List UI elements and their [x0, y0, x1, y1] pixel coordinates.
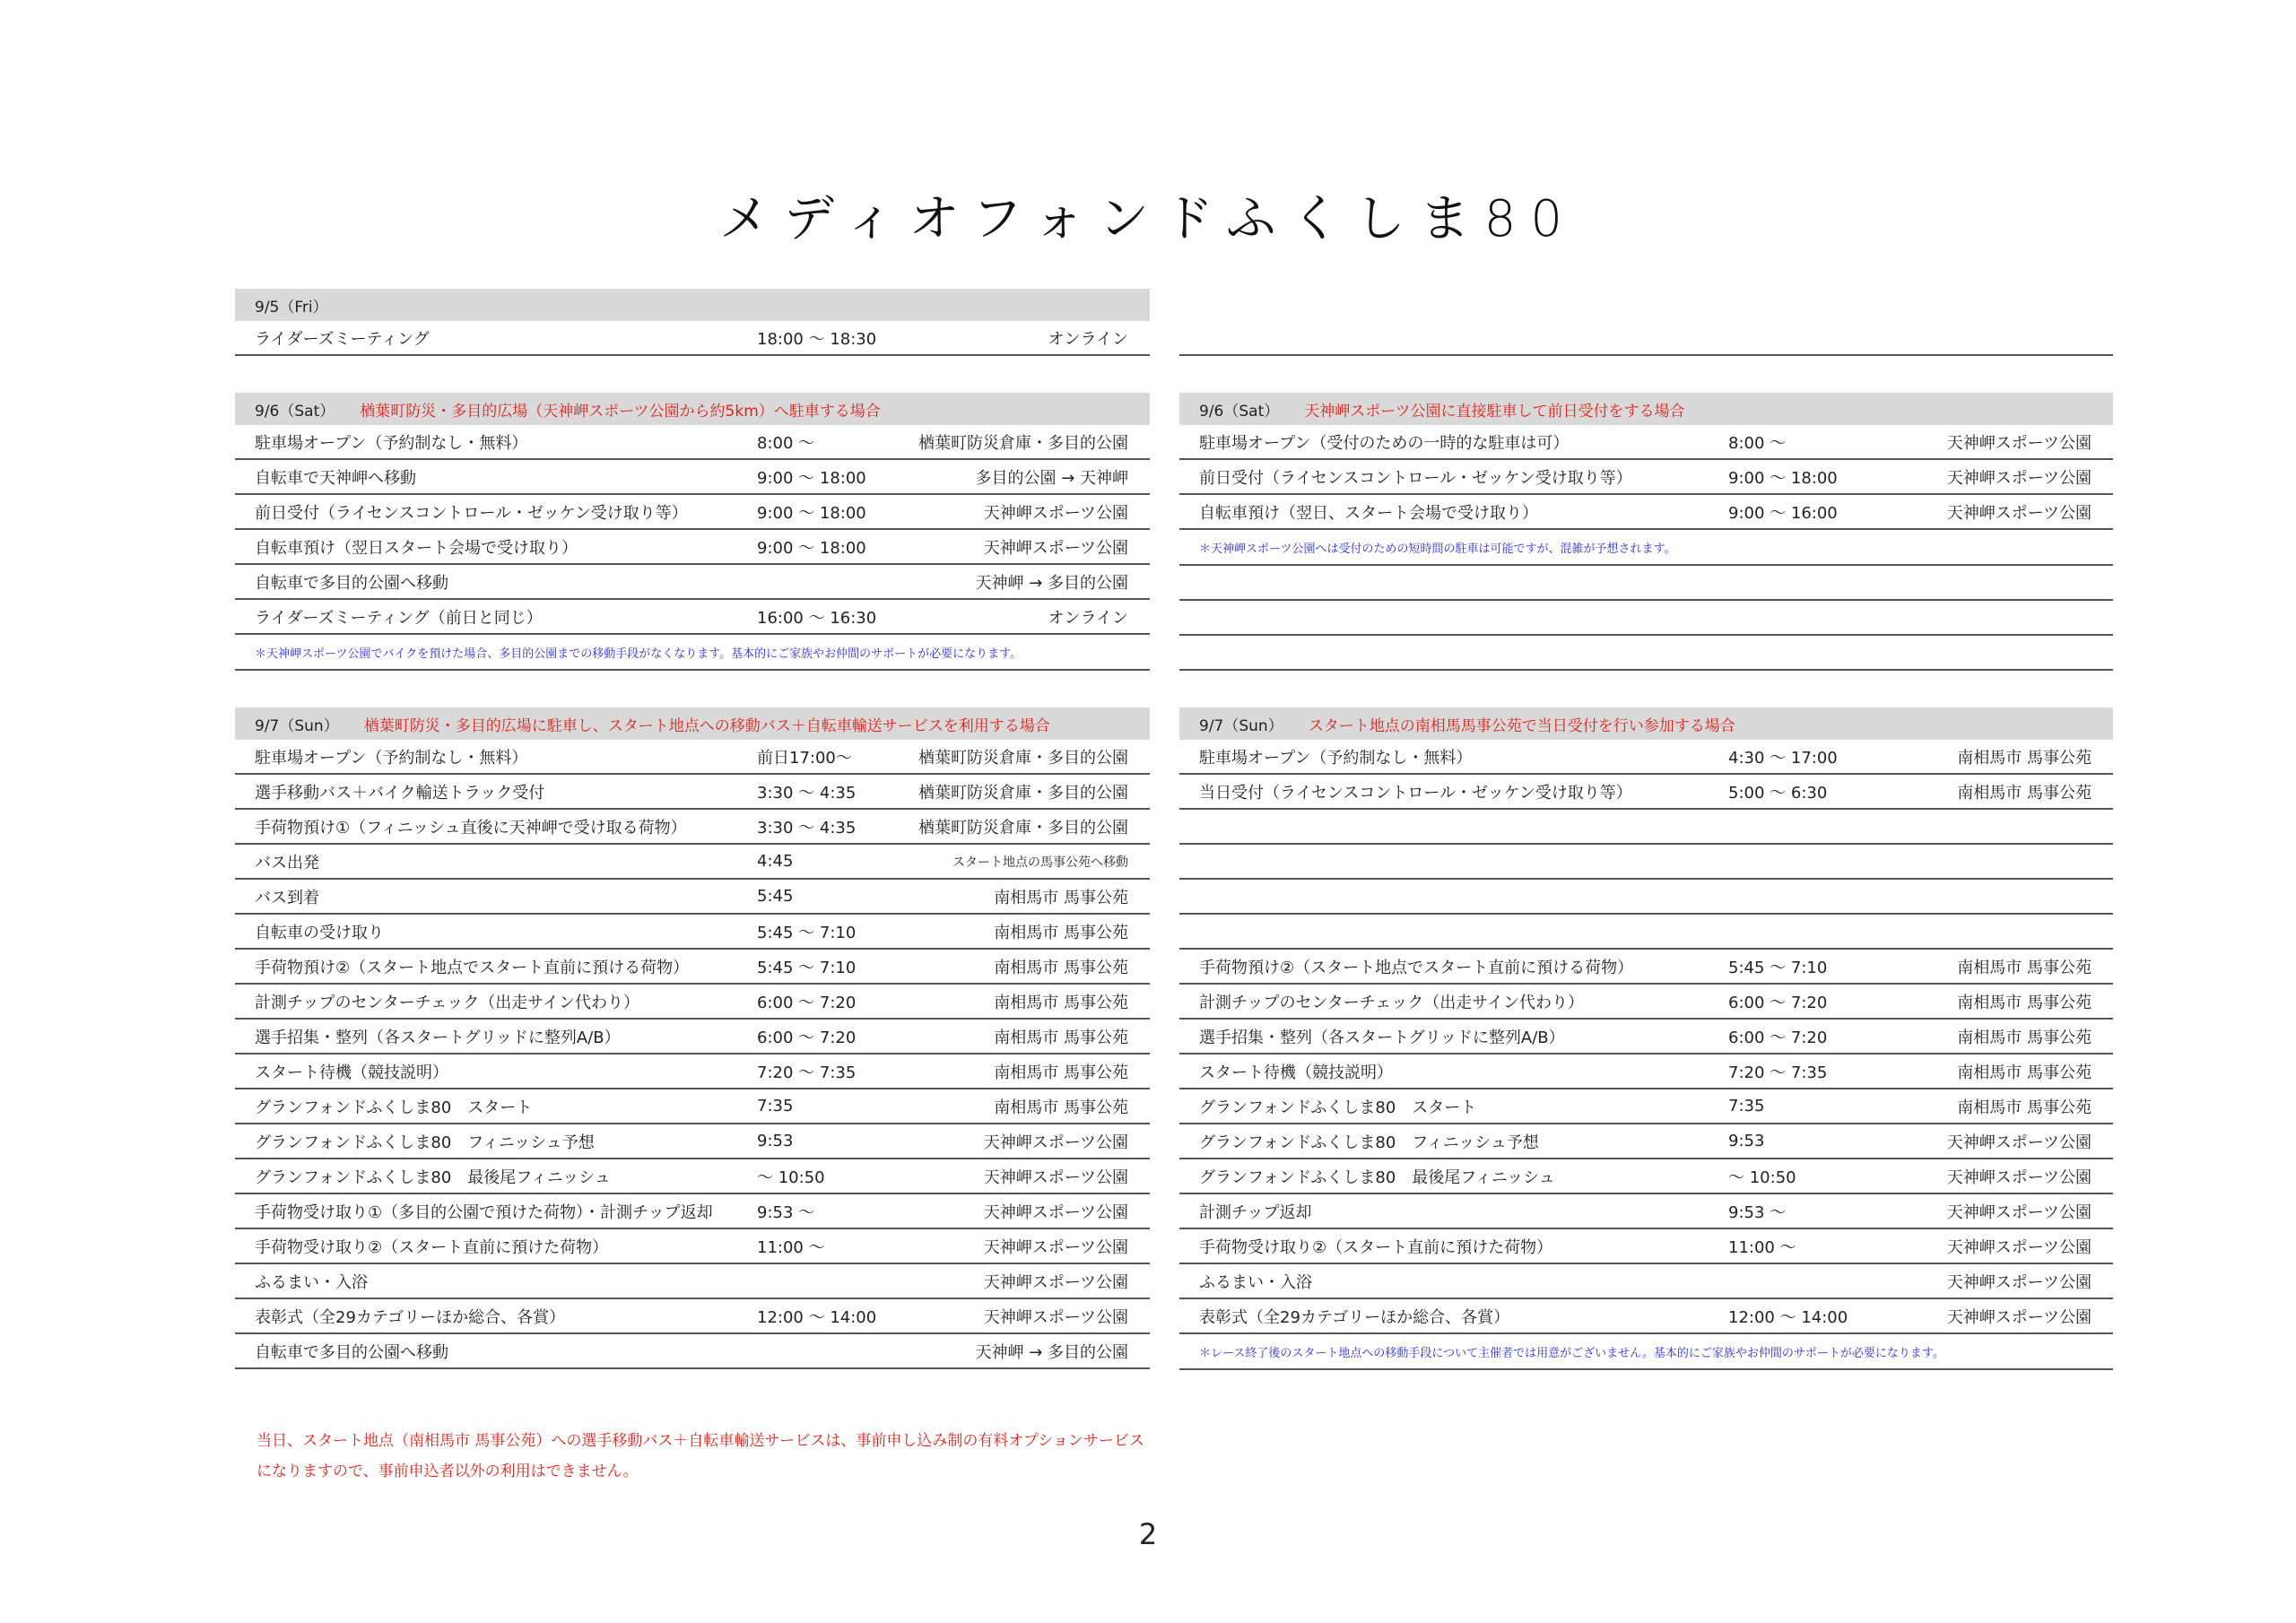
row-time: 3:30 〜 4:35 — [757, 818, 857, 838]
row-label: バス出発 — [255, 853, 319, 872]
row-location: 天神岬スポーツ公園 — [983, 1133, 1128, 1152]
row-time: 6:00 〜 7:20 — [757, 993, 857, 1012]
row-label: グランフォンドふくしま80 最後尾フィニッシュ — [255, 1167, 611, 1187]
row-label: バス到着 — [255, 888, 319, 907]
row-location: 天神岬スポーツ公園 — [1946, 503, 2092, 523]
row-label: ふるまい・入浴 — [1199, 1272, 1312, 1292]
row-label: スタート待機（競技説明） — [1199, 1063, 1393, 1082]
row-location: 南相馬市 馬事公苑 — [1957, 783, 2092, 803]
row-label: 手荷物預け①（フィニッシュ直後に天神岬で受け取る荷物） — [255, 818, 687, 838]
row-time: 12:00 〜 14:00 — [757, 1307, 877, 1327]
row-time: 3:30 〜 4:35 — [757, 783, 857, 803]
table-row — [1179, 1229, 2113, 1264]
row-location: 楢葉町防災倉庫・多目的公園 — [918, 748, 1128, 768]
table-row — [1179, 915, 2113, 950]
table-row — [1179, 460, 2113, 495]
row-location: 楢葉町防災倉庫・多目的公園 — [918, 783, 1128, 803]
row-label: 手荷物受け取り①（多目的公園で預けた荷物）・計測チップ返却 — [255, 1202, 713, 1222]
table-row — [1179, 321, 2113, 356]
row-location: 南相馬市 馬事公苑 — [994, 1028, 1128, 1047]
row-time: 前日17:00〜 — [757, 748, 852, 768]
row-label: グランフォンドふくしま80 フィニッシュ予想 — [255, 1133, 595, 1152]
row-time: 9:00 〜 16:00 — [1728, 503, 1838, 523]
row-label: グランフォンドふくしま80 フィニッシュ予想 — [1199, 1133, 1539, 1152]
page-title: メディオフォンドふくしま80 — [718, 190, 1578, 248]
section-sat-b — [1179, 393, 2113, 671]
row-label: 選手招集・整列（各スタートグリッドに整列A/B） — [1199, 1028, 1565, 1047]
row-time: 12:00 〜 14:00 — [1728, 1307, 1848, 1327]
row-label: 自転車で多目的公園へ移動 — [255, 573, 448, 593]
section-sat-a — [235, 393, 1150, 671]
row-location: 南相馬市 馬事公苑 — [994, 1063, 1128, 1082]
row-label: 計測チップ返却 — [1199, 1202, 1312, 1222]
row-time: 6:00 〜 7:20 — [1728, 993, 1828, 1012]
row-time: 5:45 〜 7:10 — [1728, 958, 1828, 977]
row-time: 9:00 〜 18:00 — [1728, 468, 1838, 488]
row-time: 9:53 〜 — [757, 1202, 815, 1222]
section-highlight: 天神岬スポーツ公園に直接駐車して前日受付をする場合 — [1304, 402, 1685, 421]
table-row — [1179, 880, 2113, 915]
table-row — [235, 740, 1150, 775]
section-note: ＊天神岬スポーツ公園へは受付のための短時間の駐車は可能ですが、混雑が予想されます。 — [1199, 542, 1676, 556]
row-location: 天神岬スポーツ公園 — [1946, 433, 2092, 453]
table-row — [1179, 601, 2113, 636]
row-label: 選手招集・整列（各スタートグリッドに整列A/B） — [255, 1028, 621, 1047]
section-header — [235, 289, 1150, 321]
row-location: 天神岬スポーツ公園 — [983, 503, 1128, 523]
row-label: 計測チップのセンターチェック（出走サイン代わり） — [255, 993, 639, 1012]
section-fri-blank — [1179, 321, 2113, 356]
row-time: 7:35 — [757, 1097, 794, 1115]
row-time: 9:00 〜 18:00 — [757, 468, 866, 488]
table-row — [235, 495, 1150, 530]
row-location: 南相馬市 馬事公苑 — [994, 993, 1128, 1012]
row-label: 自転車の受け取り — [255, 923, 384, 942]
row-time: 5:45 〜 7:10 — [757, 958, 857, 977]
row-time: 4:45 — [757, 852, 794, 871]
section-note: ＊天神岬スポーツ公園でバイクを預けた場合、多目的公園までの移動手段がなくなります。基本的にご家族やお仲間のサポートが必要になります。 — [255, 647, 1022, 661]
row-time: 5:00 〜 6:30 — [1728, 783, 1828, 803]
row-location: 南相馬市 馬事公苑 — [1957, 993, 2092, 1012]
row-time: 7:20 〜 7:35 — [757, 1063, 857, 1082]
table-row — [1179, 1264, 2113, 1299]
section-sun-b — [1179, 707, 2113, 1370]
table-row — [235, 915, 1150, 950]
row-location: 南相馬市 馬事公苑 — [994, 923, 1128, 942]
row-label: 駐車場オープン（予約制なし・無料） — [1199, 748, 1473, 768]
row-location: 南相馬市 馬事公苑 — [1957, 1028, 2092, 1047]
row-label: 手荷物受け取り②（スタート直前に預けた荷物） — [1199, 1237, 1553, 1257]
row-label: ふるまい・入浴 — [255, 1272, 368, 1292]
section-date: 9/7（Sun） — [255, 716, 339, 735]
row-time: 8:00 〜 — [1728, 433, 1787, 453]
table-row — [235, 845, 1150, 880]
row-time: 5:45 — [757, 887, 794, 906]
row-location: 天神岬スポーツ公園 — [983, 538, 1128, 558]
note-row — [235, 635, 1150, 671]
row-location: 天神岬スポーツ公園 — [1946, 468, 2092, 488]
row-location: 楢葉町防災倉庫・多目的公園 — [918, 818, 1128, 838]
table-row — [1179, 1055, 2113, 1089]
table-row — [235, 1229, 1150, 1264]
row-time: 9:00 〜 18:00 — [757, 538, 866, 558]
row-location: 南相馬市 馬事公苑 — [994, 958, 1128, 977]
row-location: 南相馬市 馬事公苑 — [1957, 748, 2092, 768]
row-time: 6:00 〜 7:20 — [757, 1028, 857, 1047]
table-row — [235, 321, 1150, 356]
table-row — [1179, 636, 2113, 671]
table-row — [235, 530, 1150, 565]
table-row — [1179, 425, 2113, 460]
row-location: 天神岬スポーツ公園 — [983, 1202, 1128, 1222]
row-time: 7:20 〜 7:35 — [1728, 1063, 1828, 1082]
table-row — [1179, 566, 2113, 601]
page-number: 2 — [1138, 1517, 1158, 1551]
row-label: 前日受付（ライセンスコントロール・ゼッケン受け取り等） — [255, 503, 688, 523]
row-location: 南相馬市 馬事公苑 — [1957, 1098, 2092, 1117]
table-row — [235, 460, 1150, 495]
row-location: 天神岬スポーツ公園 — [1946, 1307, 2092, 1327]
row-label: グランフォンドふくしま80 スタート — [255, 1098, 533, 1117]
table-row — [235, 1055, 1150, 1089]
table-row — [1179, 1194, 2113, 1229]
row-label: 計測チップのセンターチェック（出走サイン代わり） — [1199, 993, 1584, 1012]
row-location: 南相馬市 馬事公苑 — [1957, 958, 2092, 977]
row-location: 天神岬スポーツ公園 — [983, 1237, 1128, 1257]
row-time: 9:53 〜 — [1728, 1202, 1787, 1222]
table-row — [235, 565, 1150, 600]
row-time: 6:00 〜 7:20 — [1728, 1028, 1828, 1047]
section-note: ＊レース終了後のスタート地点への移動手段について主催者では用意がございません。基本的にご家族やお仲間のサポートが必要になります。 — [1199, 1346, 1944, 1360]
row-time: 11:00 〜 — [757, 1237, 825, 1257]
row-label: 駐車場オープン（予約制なし・無料） — [255, 748, 528, 768]
row-location: オンライン — [1048, 608, 1128, 628]
table-row — [1179, 1299, 2113, 1334]
table-row — [235, 950, 1150, 985]
row-location: 天神岬スポーツ公園 — [1946, 1272, 2092, 1292]
row-time: 9:53 — [1728, 1132, 1765, 1150]
row-label: 手荷物受け取り②（スタート直前に預けた荷物） — [255, 1237, 609, 1257]
table-row — [235, 1194, 1150, 1229]
table-row — [235, 425, 1150, 460]
row-location: 南相馬市 馬事公苑 — [994, 1098, 1128, 1117]
row-label: ライダーズミーティング（前日と同じ） — [255, 608, 543, 628]
row-location: 天神岬スポーツ公園 — [1946, 1133, 2092, 1152]
row-location: 多目的公園 → 天神岬 — [975, 468, 1128, 488]
row-label: 駐車場オープン（受付のための一時的な駐車は可） — [1199, 433, 1570, 453]
row-label: 自転車で天神岬へ移動 — [255, 468, 416, 488]
row-label: 当日受付（ライセンスコントロール・ゼッケン受け取り等） — [1199, 783, 1632, 803]
row-location: オンライン — [1048, 329, 1128, 349]
row-label: 前日受付（ライセンスコントロール・ゼッケン受け取り等） — [1199, 468, 1632, 488]
row-location: スタート地点の馬事公苑へ移動 — [952, 855, 1128, 870]
table-row — [235, 1264, 1150, 1299]
row-location: 天神岬スポーツ公園 — [1946, 1167, 2092, 1187]
note-row — [1179, 1334, 2113, 1370]
row-location: 天神岬スポーツ公園 — [983, 1307, 1128, 1327]
row-time: 9:00 〜 18:00 — [757, 503, 866, 523]
row-time: 16:00 〜 16:30 — [757, 608, 877, 628]
row-location: 天神岬スポーツ公園 — [1946, 1237, 2092, 1257]
footer-note: 当日、スタート地点（南相馬市 馬事公苑）への選手移動バス＋自転車輸送サービスは、事前申し込み制の有料オプションサービスになりますので、事前申込者以外の利用はできません。 — [257, 1432, 1144, 1480]
row-label: 表彰式（全29カテゴリーほか総合、各賞） — [1199, 1307, 1510, 1327]
note-row — [1179, 530, 2113, 566]
row-location: 天神岬 → 多目的公園 — [975, 573, 1128, 593]
table-row — [1179, 810, 2113, 845]
row-label: 手荷物預け②（スタート地点でスタート直前に預ける荷物） — [1199, 958, 1634, 977]
section-highlight: スタート地点の南相馬馬事公苑で当日受付を行い参加する場合 — [1308, 716, 1735, 735]
table-row — [235, 600, 1150, 635]
table-row — [235, 1159, 1150, 1194]
table-row — [235, 1334, 1150, 1369]
row-label: ライダーズミーティング — [255, 329, 430, 349]
section-header — [1179, 707, 2113, 740]
row-label: 自転車で多目的公園へ移動 — [255, 1342, 448, 1362]
row-label: グランフォンドふくしま80 スタート — [1199, 1098, 1477, 1117]
table-row — [1179, 740, 2113, 775]
row-label: 表彰式（全29カテゴリーほか総合、各賞） — [255, 1307, 566, 1327]
table-row — [1179, 1159, 2113, 1194]
row-location: 南相馬市 馬事公苑 — [994, 888, 1128, 907]
row-time: 9:53 — [757, 1132, 794, 1150]
section-highlight: 楢葉町防災・多目的広場（天神岬スポーツ公園から約5km）へ駐車する場合 — [360, 402, 881, 421]
table-row — [235, 810, 1150, 845]
table-row — [235, 1124, 1150, 1159]
row-time: 5:45 〜 7:10 — [757, 923, 857, 942]
table-row — [1179, 845, 2113, 880]
row-label: 選手移動バス＋バイク輸送トラック受付 — [255, 783, 545, 803]
row-time: 〜 10:50 — [1728, 1167, 1796, 1187]
table-row — [235, 985, 1150, 1020]
row-time: 4:30 〜 17:00 — [1728, 748, 1838, 768]
row-location: 天神岬スポーツ公園 — [983, 1167, 1128, 1187]
row-location: 天神岬 → 多目的公園 — [975, 1342, 1128, 1362]
section-header — [235, 707, 1150, 740]
row-label: 手荷物預け②（スタート地点でスタート直前に預ける荷物） — [255, 958, 690, 977]
row-location: 楢葉町防災倉庫・多目的公園 — [918, 433, 1128, 453]
table-row — [1179, 950, 2113, 985]
row-time: 7:35 — [1728, 1097, 1765, 1115]
table-row — [1179, 1089, 2113, 1124]
table-row — [235, 1020, 1150, 1055]
table-row — [235, 775, 1150, 810]
row-label: 自転車預け（翌日スタート会場で受け取り） — [255, 538, 578, 558]
table-row — [1179, 1124, 2113, 1159]
section-header — [1179, 393, 2113, 425]
table-row — [1179, 775, 2113, 810]
row-label: 駐車場オープン（予約制なし・無料） — [255, 433, 528, 453]
section-fri — [235, 289, 1150, 356]
row-time: 11:00 〜 — [1728, 1237, 1796, 1257]
row-label: グランフォンドふくしま80 最後尾フィニッシュ — [1199, 1167, 1555, 1187]
section-sun-a — [235, 707, 1150, 1369]
row-label: 自転車預け（翌日、スタート会場で受け取り） — [1199, 503, 1538, 523]
section-date: 9/6（Sat） — [255, 402, 335, 421]
section-date: 9/6（Sat） — [1199, 402, 1280, 421]
row-label: スタート待機（競技説明） — [255, 1063, 448, 1082]
section-highlight: 楢葉町防災・多目的広場に駐車し、スタート地点への移動バス＋自転車輸送サービスを利用する場合 — [363, 716, 1050, 735]
table-row — [1179, 985, 2113, 1020]
row-time: 〜 10:50 — [757, 1167, 825, 1187]
section-date: 9/7（Sun） — [1199, 716, 1283, 735]
table-row — [235, 1299, 1150, 1334]
row-location: 天神岬スポーツ公園 — [983, 1272, 1128, 1292]
table-row — [235, 880, 1150, 915]
section-header — [235, 393, 1150, 425]
table-row — [235, 1089, 1150, 1124]
table-row — [1179, 495, 2113, 530]
row-location: 天神岬スポーツ公園 — [1946, 1202, 2092, 1222]
row-time: 18:00 〜 18:30 — [757, 329, 877, 349]
table-row — [1179, 1020, 2113, 1055]
row-time: 8:00 〜 — [757, 433, 815, 453]
section-date: 9/5（Fri） — [255, 298, 328, 317]
row-location: 南相馬市 馬事公苑 — [1957, 1063, 2092, 1082]
